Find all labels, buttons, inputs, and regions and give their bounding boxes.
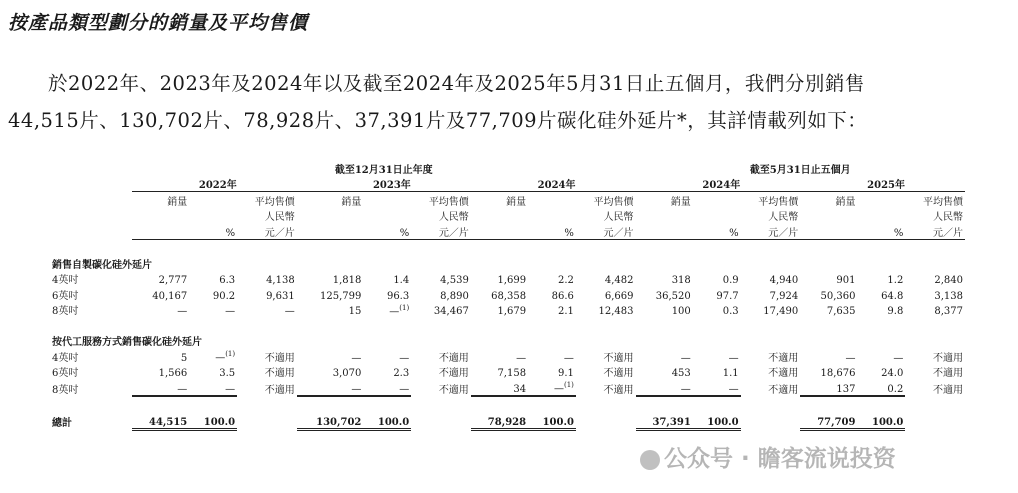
table-cell: —$^{(1)}$	[389, 303, 410, 317]
total-cell: 100.0	[189, 412, 237, 429]
total-cell	[576, 412, 636, 429]
table-cell: —	[284, 306, 295, 317]
table-cell: 不適用	[768, 384, 799, 396]
col-label-blank	[363, 192, 411, 208]
table-cell: 不適用	[603, 368, 634, 379]
unit-rmb: 人民幣	[438, 212, 469, 223]
table-cell: 36,520	[655, 290, 691, 302]
table-cell: 97.7	[716, 290, 739, 302]
table-cell: 3.5	[219, 368, 236, 379]
table-row	[50, 286, 965, 302]
table-row	[50, 364, 965, 380]
unit-blank	[363, 208, 411, 224]
table-cell: 不適用	[603, 384, 634, 396]
table-cell: 不適用	[438, 352, 469, 364]
unit-pct: %	[528, 223, 576, 239]
unit-rmb: 人民幣	[933, 212, 963, 223]
section-heading: 按產品類型劃分的銷量及平均售價	[8, 12, 309, 34]
col-label-asp: 平均售價	[428, 196, 469, 208]
col-label-volume: 銷量	[670, 196, 691, 208]
column-label-row	[50, 192, 965, 208]
period-header-annual: 截至12月31日止年度	[334, 164, 433, 176]
year-header: 2022年	[132, 176, 297, 192]
row-label: 6英吋	[52, 368, 79, 379]
table-cell: 1,566	[158, 368, 188, 379]
total-cell: 100.0	[528, 412, 576, 429]
row-label: 4英吋	[52, 352, 79, 364]
table-cell: —	[636, 379, 693, 396]
table-cell: 9.8	[887, 306, 904, 317]
section-title-row	[50, 333, 965, 349]
table-cell: 86.6	[551, 290, 574, 302]
table-cell: 不適用	[264, 352, 295, 364]
total-cell: 130,702	[297, 412, 364, 429]
table-cell: 2,840	[934, 275, 963, 286]
unit-blank	[189, 208, 237, 224]
col-label-volume: 銷量	[167, 196, 188, 208]
table-cell: 18,676	[820, 368, 856, 379]
table-cell: —	[189, 379, 237, 396]
unit-rmb: 人民幣	[768, 212, 799, 223]
year-header: 2024年	[471, 176, 636, 192]
table-cell: —$^{(1)}$	[215, 350, 236, 364]
table-cell: 318	[671, 275, 691, 286]
period-header-row	[50, 160, 965, 176]
spacer-row	[50, 317, 965, 333]
table-cell: 不適用	[768, 368, 799, 379]
unit-rmb-row	[50, 208, 965, 224]
unit-pct: %	[857, 223, 905, 239]
table-cell: 24.0	[881, 368, 904, 379]
unit-blank	[800, 208, 857, 224]
col-label-asp: 平均售價	[254, 196, 295, 208]
col-label-blank	[528, 192, 576, 208]
table-cell: 不適用	[438, 368, 469, 379]
unit-blank	[471, 223, 528, 239]
table-cell: 453	[671, 368, 691, 379]
table-cell: 901	[836, 275, 856, 286]
table-row	[50, 302, 965, 318]
table-cell: 34	[471, 379, 528, 396]
table-cell: 8,377	[934, 306, 963, 317]
intro-paragraph-line2: 44,515片、130,702片、78,928片、37,391片及77,709片碳化硅外延片*，其詳情載列如下：	[8, 109, 868, 132]
total-label: 總計	[52, 418, 72, 429]
table-cell: —	[563, 352, 574, 364]
table-cell: 1.2	[887, 275, 904, 286]
col-label-asp: 平均售價	[923, 196, 963, 208]
section-title: 銷售自製碳化硅外延片	[52, 259, 152, 271]
table-cell: 不適用	[933, 384, 963, 396]
unit-blank	[693, 208, 741, 224]
unit-per-piece: 元／片	[411, 223, 471, 239]
table-cell: —	[680, 352, 691, 364]
table-cell: 90.2	[212, 290, 236, 302]
unit-blank	[132, 208, 189, 224]
sales-volume-table	[50, 160, 965, 431]
section-title: 按代工服務方式銷售碳化硅外延片	[52, 337, 202, 348]
table-cell: 9,631	[266, 290, 295, 302]
spacer-row	[50, 239, 965, 255]
unit-per-piece: 元／片	[237, 223, 297, 239]
row-label: 8英吋	[52, 306, 79, 317]
table-cell: 0.2	[857, 379, 905, 396]
table-cell: 125,799	[320, 290, 362, 302]
wechat-icon	[640, 450, 660, 470]
table-cell: —	[399, 352, 410, 364]
total-cell: 78,928	[471, 412, 528, 429]
table-cell: 3,070	[332, 368, 362, 379]
table-cell: —	[893, 352, 904, 364]
unit-blank	[636, 208, 693, 224]
table-cell: 34,467	[433, 306, 469, 317]
col-label-blank	[857, 192, 905, 208]
table-cell: 100	[671, 306, 691, 317]
table-cell: 2.3	[393, 368, 410, 379]
table-cell: 17,490	[763, 306, 799, 317]
table-cell: —	[516, 352, 527, 364]
table-cell: 2.1	[558, 306, 574, 317]
table-cell: —	[351, 352, 362, 364]
unit-blank	[800, 223, 857, 239]
table-cell: 不適用	[438, 384, 469, 396]
table-cell: —	[177, 306, 188, 317]
spacer-row	[50, 396, 965, 413]
col-label-asp: 平均售價	[593, 196, 634, 208]
table-cell: 不適用	[603, 352, 634, 364]
unit-blank	[297, 208, 364, 224]
total-cell: 100.0	[857, 412, 905, 429]
unit-blank	[528, 208, 576, 224]
table-cell: 4,940	[769, 275, 799, 286]
watermark	[640, 440, 896, 473]
table-cell: 9.1	[558, 368, 574, 379]
col-label-asp: 平均售價	[758, 196, 799, 208]
table-cell: —	[693, 379, 741, 396]
year-header-row	[50, 176, 965, 192]
table-cell: 4,539	[440, 275, 469, 286]
total-cell: 77,709	[800, 412, 857, 429]
table-row	[50, 379, 965, 396]
total-cell: 44,515	[132, 412, 189, 429]
table-cell: 2,777	[158, 275, 188, 286]
table-cell: 15	[348, 306, 362, 317]
total-cell	[741, 412, 801, 429]
table-cell: 不適用	[933, 368, 963, 379]
year-header: 2023年	[297, 176, 471, 192]
table-cell: —	[132, 379, 189, 396]
total-cell	[237, 412, 297, 429]
unit-blank	[857, 208, 905, 224]
year-header: 2024年	[636, 176, 801, 192]
table-cell: 68,358	[491, 290, 527, 302]
table-row	[50, 348, 965, 364]
section-title-row	[50, 255, 965, 271]
table-cell: 50,360	[820, 290, 856, 302]
table-cell: 1.4	[393, 275, 410, 286]
table-cell: 7,158	[497, 368, 527, 379]
table-cell: 1,699	[497, 275, 527, 286]
table-cell: 3,138	[934, 290, 963, 302]
unit-blank	[471, 208, 528, 224]
period-header-five-months: 截至5月31日止五個月	[749, 164, 851, 176]
table-cell: 40,167	[152, 290, 188, 302]
table-cell: 不適用	[264, 384, 295, 396]
watermark-text: 公众号 · 瞻客流说投资	[664, 446, 896, 472]
table-cell: 不適用	[768, 352, 799, 364]
table-cell: 0.9	[722, 275, 739, 286]
table-cell: 1,818	[332, 275, 362, 286]
total-row	[50, 412, 965, 429]
table-cell: —	[363, 379, 411, 396]
table-cell: 7,635	[826, 306, 856, 317]
col-label-blank	[189, 192, 237, 208]
unit-blank	[636, 223, 693, 239]
table-cell: —	[297, 379, 364, 396]
unit-per-piece: 元／片	[741, 223, 801, 239]
table-cell: 1,679	[497, 306, 527, 317]
intro-paragraph-line1: 於2022年、2023年及2024年以及截至2024年及2025年5月31日止五個月，我們分別銷售	[48, 72, 865, 95]
row-label: 4英吋	[52, 275, 79, 286]
unit-blank	[132, 223, 189, 239]
unit-per-piece: 元／片	[576, 223, 636, 239]
table-cell: 4,482	[604, 275, 634, 286]
total-cell: 37,391	[636, 412, 693, 429]
unit-pct: %	[363, 223, 411, 239]
table-cell: 0.3	[722, 306, 739, 317]
table-cell: 5	[180, 352, 188, 364]
table-cell: 6.3	[219, 275, 236, 286]
total-cell: 100.0	[363, 412, 411, 429]
unit-row	[50, 223, 965, 239]
unit-rmb: 人民幣	[264, 212, 295, 223]
year-header: 2025年	[800, 176, 965, 192]
unit-pct: %	[189, 223, 237, 239]
table-cell: 8,890	[440, 290, 469, 302]
table-cell: 2.2	[558, 275, 574, 286]
row-label: 6英吋	[52, 290, 79, 302]
table-cell: 1.1	[722, 368, 739, 379]
col-label-blank	[693, 192, 741, 208]
col-label-volume: 銷量	[506, 196, 527, 208]
table-row	[50, 271, 965, 287]
table-cell: 64.8	[881, 290, 904, 302]
table-cell: 137	[800, 379, 857, 396]
unit-blank	[297, 223, 364, 239]
total-cell	[411, 412, 471, 429]
total-cell	[905, 412, 965, 429]
table-cell: —$^{(1)}$	[528, 379, 576, 396]
table-cell: 不適用	[264, 368, 295, 379]
unit-rmb: 人民幣	[603, 212, 634, 223]
unit-per-piece: 元／片	[905, 223, 965, 239]
unit-pct: %	[693, 223, 741, 239]
table-cell: 6,669	[604, 290, 634, 302]
table-cell: 12,483	[598, 306, 634, 317]
col-label-volume: 銷量	[835, 196, 856, 208]
total-cell: 100.0	[693, 412, 741, 429]
table-cell: 4,138	[266, 275, 295, 286]
table-cell: —	[728, 352, 739, 364]
table-cell: —	[845, 352, 856, 364]
col-label-volume: 銷量	[341, 196, 362, 208]
table-cell: —	[225, 306, 236, 317]
row-label: 8英吋	[52, 384, 79, 396]
table-cell: 7,924	[769, 290, 799, 302]
table-cell: 不適用	[933, 352, 963, 364]
table-cell: 96.3	[386, 290, 410, 302]
